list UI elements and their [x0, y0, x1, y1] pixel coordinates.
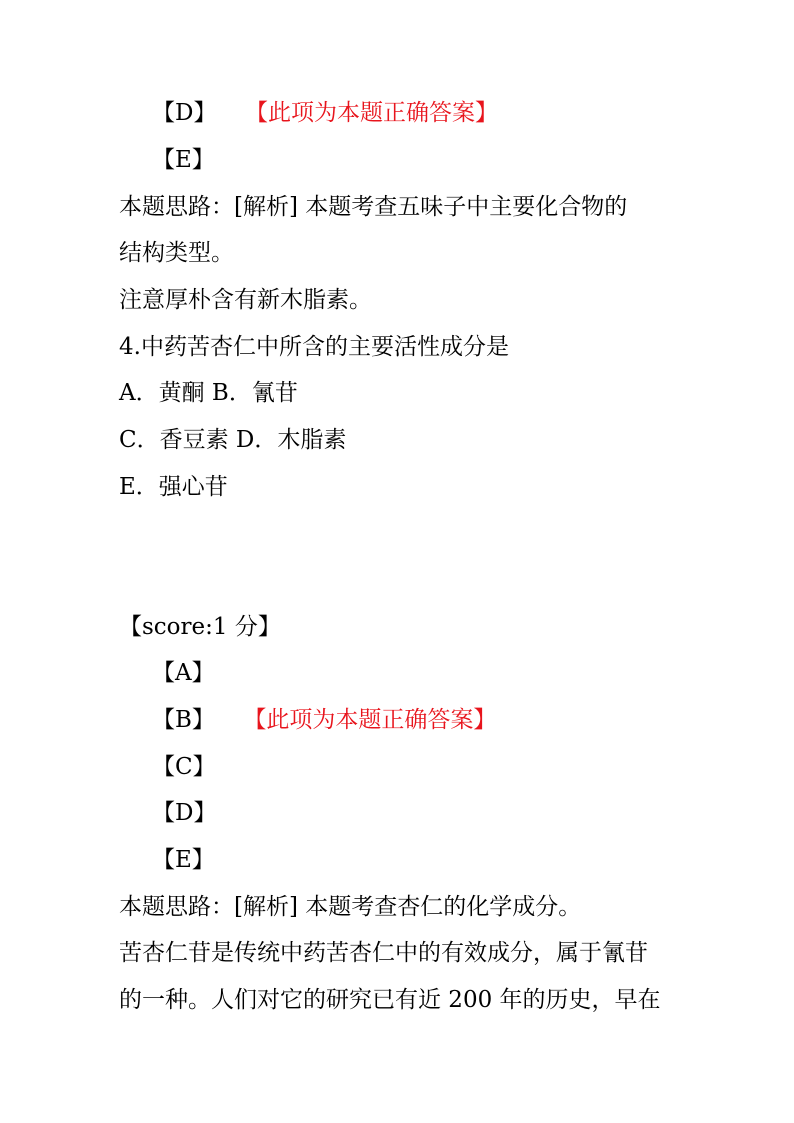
correct-answer-mark: 【此项为本题正确答案】 [256, 100, 498, 126]
q4-choices-line-2: C．香豆素 D．木脂素 [119, 427, 347, 453]
q4-option-d [152, 798, 216, 828]
option-label: 【E】 [152, 847, 215, 873]
q4-explanation-line-2: 苦杏仁苷是传统中药苦杏仁中的有效成分，属于氰苷 [119, 940, 648, 966]
option-label: 【A】 [152, 660, 215, 686]
option-label: 【E】 [152, 147, 215, 173]
q3-option-d [152, 98, 498, 128]
option-label: 【D】 [152, 100, 217, 126]
q3-explanation-line-2: 结构类型。 [119, 240, 234, 266]
q3-explanation-line-3: 注意厚朴含有新木脂素。 [119, 287, 372, 313]
option-label: 【C】 [152, 754, 216, 780]
correct-answer-mark: 【此项为本题正确答案】 [254, 707, 497, 733]
q4-score: 【score:1 分】 [119, 614, 281, 640]
option-label: 【D】 [152, 800, 217, 826]
q3-option-e [152, 145, 215, 175]
q4-option-e [152, 845, 215, 875]
q4-option-b [152, 705, 496, 735]
q4-option-c [152, 752, 216, 782]
q3-explanation-line-1: 本题思路：[解析] 本题考查五味子中主要化合物的 [119, 194, 628, 220]
q4-choices-line-3: E．强心苷 [119, 474, 228, 500]
option-label: 【B】 [152, 707, 215, 733]
q4-option-a [152, 658, 215, 688]
q4-choices-line-1: A．黄酮 B．氰苷 [119, 380, 298, 406]
q4-explanation-line-3: 的一种。人们对它的研究已有近 200 年的历史，早在 [119, 987, 661, 1013]
q4-explanation-line-1: 本题思路：[解析] 本题考查杏仁的化学成分。 [119, 894, 582, 920]
q4-question: 4.中药苦杏仁中所含的主要活性成分是 [119, 334, 509, 360]
